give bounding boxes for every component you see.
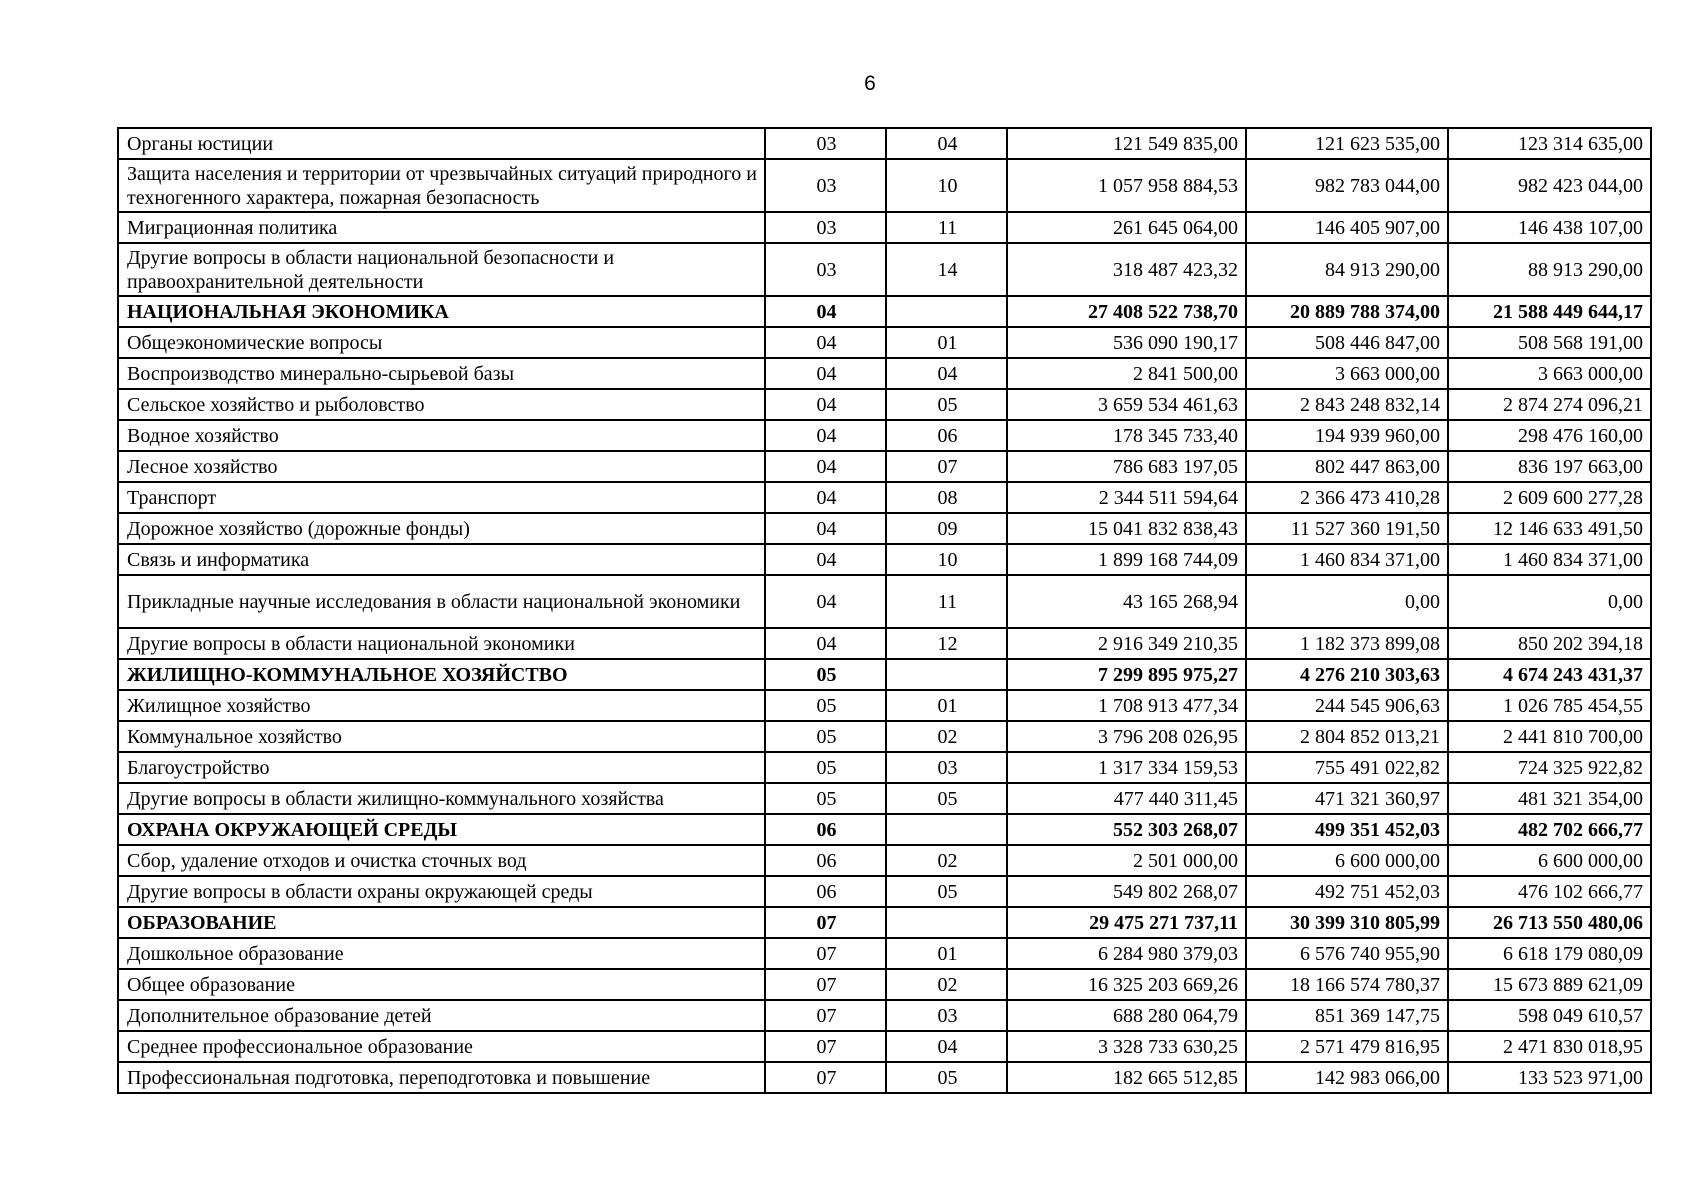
- amount-cell-3: 982 423 044,00: [1448, 159, 1651, 212]
- table-row: [118, 752, 1651, 783]
- table-row: [118, 544, 1651, 575]
- row-name-cell: Благоустройство: [118, 752, 765, 783]
- section-code-cell: 07: [765, 1031, 886, 1062]
- amount-cell-1: 43 165 268,94: [1007, 575, 1246, 628]
- amount-cell-2: 30 399 310 805,99: [1246, 907, 1448, 938]
- amount-cell-2: 11 527 360 191,50: [1246, 513, 1448, 544]
- table-row: [118, 128, 1651, 159]
- amount-cell-3: 508 568 191,00: [1448, 327, 1651, 358]
- amount-cell-3: 482 702 666,77: [1448, 814, 1651, 845]
- section-code-cell: 05: [765, 690, 886, 721]
- table-section-row: [118, 659, 1651, 690]
- subsection-code-cell: 01: [886, 327, 1007, 358]
- amount-cell-3: 3 663 000,00: [1448, 358, 1651, 389]
- row-name-cell: Другие вопросы в области жилищно-коммунального хозяйства: [118, 783, 765, 814]
- amount-cell-2: 18 166 574 780,37: [1246, 969, 1448, 1000]
- row-name-cell: Коммунальное хозяйство: [118, 721, 765, 752]
- amount-cell-1: 29 475 271 737,11: [1007, 907, 1246, 938]
- amount-cell-2: 1 460 834 371,00: [1246, 544, 1448, 575]
- amount-cell-2: 142 983 066,00: [1246, 1062, 1448, 1093]
- subsection-code-cell: 02: [886, 721, 1007, 752]
- amount-cell-2: 0,00: [1246, 575, 1448, 628]
- section-code-cell: 04: [765, 628, 886, 659]
- subsection-code-cell: [886, 907, 1007, 938]
- section-code-cell: 03: [765, 243, 886, 296]
- row-name-cell: Связь и информатика: [118, 544, 765, 575]
- amount-cell-3: 850 202 394,18: [1448, 628, 1651, 659]
- subsection-code-cell: 10: [886, 544, 1007, 575]
- amount-cell-1: 549 802 268,07: [1007, 876, 1246, 907]
- amount-cell-1: 786 683 197,05: [1007, 451, 1246, 482]
- amount-cell-2: 2 843 248 832,14: [1246, 389, 1448, 420]
- amount-cell-3: 2 609 600 277,28: [1448, 482, 1651, 513]
- table-row: [118, 243, 1651, 296]
- table-row: [118, 1031, 1651, 1062]
- amount-cell-3: 6 600 000,00: [1448, 845, 1651, 876]
- section-code-cell: 04: [765, 389, 886, 420]
- row-name-cell: Органы юстиции: [118, 128, 765, 159]
- table-row: [118, 876, 1651, 907]
- amount-cell-3: 21 588 449 644,17: [1448, 296, 1651, 327]
- amount-cell-1: 688 280 064,79: [1007, 1000, 1246, 1031]
- amount-cell-2: 851 369 147,75: [1246, 1000, 1448, 1031]
- subsection-code-cell: 09: [886, 513, 1007, 544]
- subsection-code-cell: 02: [886, 969, 1007, 1000]
- table-row: [118, 212, 1651, 243]
- amount-cell-3: 724 325 922,82: [1448, 752, 1651, 783]
- amount-cell-3: 4 674 243 431,37: [1448, 659, 1651, 690]
- amount-cell-1: 121 549 835,00: [1007, 128, 1246, 159]
- amount-cell-1: 27 408 522 738,70: [1007, 296, 1246, 327]
- table-row: [118, 1062, 1651, 1093]
- subsection-code-cell: 06: [886, 420, 1007, 451]
- section-code-cell: 04: [765, 575, 886, 628]
- amount-cell-3: 476 102 666,77: [1448, 876, 1651, 907]
- row-name-cell: Другие вопросы в области национальной экономики: [118, 628, 765, 659]
- subsection-code-cell: [886, 659, 1007, 690]
- section-code-cell: 04: [765, 296, 886, 327]
- row-name-cell: Защита населения и территории от чрезвычайных ситуаций природного и техногенного характера, пожарная безопасность: [118, 159, 765, 212]
- budget-table-body: [118, 128, 1651, 1093]
- amount-cell-1: 15 041 832 838,43: [1007, 513, 1246, 544]
- amount-cell-3: 2 471 830 018,95: [1448, 1031, 1651, 1062]
- table-row: [118, 969, 1651, 1000]
- amount-cell-2: 4 276 210 303,63: [1246, 659, 1448, 690]
- section-code-cell: 04: [765, 544, 886, 575]
- row-name-cell: Сбор, удаление отходов и очистка сточных вод: [118, 845, 765, 876]
- amount-cell-2: 244 545 906,63: [1246, 690, 1448, 721]
- section-code-cell: 05: [765, 783, 886, 814]
- amount-cell-1: 2 841 500,00: [1007, 358, 1246, 389]
- section-code-cell: 05: [765, 721, 886, 752]
- table-section-row: [118, 814, 1651, 845]
- amount-cell-3: 15 673 889 621,09: [1448, 969, 1651, 1000]
- amount-cell-2: 84 913 290,00: [1246, 243, 1448, 296]
- amount-cell-3: 133 523 971,00: [1448, 1062, 1651, 1093]
- amount-cell-2: 492 751 452,03: [1246, 876, 1448, 907]
- amount-cell-3: 88 913 290,00: [1448, 243, 1651, 296]
- section-code-cell: 03: [765, 128, 886, 159]
- amount-cell-1: 477 440 311,45: [1007, 783, 1246, 814]
- amount-cell-2: 3 663 000,00: [1246, 358, 1448, 389]
- subsection-code-cell: 01: [886, 690, 1007, 721]
- amount-cell-2: 20 889 788 374,00: [1246, 296, 1448, 327]
- amount-cell-1: 1 317 334 159,53: [1007, 752, 1246, 783]
- subsection-code-cell: 05: [886, 1062, 1007, 1093]
- section-code-cell: 04: [765, 482, 886, 513]
- row-name-cell: Жилищное хозяйство: [118, 690, 765, 721]
- section-code-cell: 04: [765, 358, 886, 389]
- section-code-cell: 04: [765, 513, 886, 544]
- table-row: [118, 358, 1651, 389]
- subsection-code-cell: 07: [886, 451, 1007, 482]
- amount-cell-3: 2 441 810 700,00: [1448, 721, 1651, 752]
- subsection-code-cell: 03: [886, 1000, 1007, 1031]
- table-row: [118, 327, 1651, 358]
- table-row: [118, 575, 1651, 628]
- section-code-cell: 03: [765, 212, 886, 243]
- amount-cell-1: 178 345 733,40: [1007, 420, 1246, 451]
- table-row: [118, 451, 1651, 482]
- subsection-code-cell: 10: [886, 159, 1007, 212]
- amount-cell-3: 836 197 663,00: [1448, 451, 1651, 482]
- amount-cell-1: 3 659 534 461,63: [1007, 389, 1246, 420]
- row-name-cell: Общеэкономические вопросы: [118, 327, 765, 358]
- row-name-cell: ОХРАНА ОКРУЖАЮЩЕЙ СРЕДЫ: [118, 814, 765, 845]
- amount-cell-3: 298 476 160,00: [1448, 420, 1651, 451]
- section-code-cell: 06: [765, 845, 886, 876]
- row-name-cell: Профессиональная подготовка, переподготовка и повышение: [118, 1062, 765, 1093]
- subsection-code-cell: 05: [886, 389, 1007, 420]
- amount-cell-3: 1 460 834 371,00: [1448, 544, 1651, 575]
- amount-cell-2: 2 571 479 816,95: [1246, 1031, 1448, 1062]
- budget-table: [117, 127, 1652, 1094]
- amount-cell-2: 2 366 473 410,28: [1246, 482, 1448, 513]
- table-row: [118, 628, 1651, 659]
- subsection-code-cell: 11: [886, 212, 1007, 243]
- subsection-code-cell: 08: [886, 482, 1007, 513]
- subsection-code-cell: 01: [886, 938, 1007, 969]
- table-row: [118, 1000, 1651, 1031]
- amount-cell-1: 1 057 958 884,53: [1007, 159, 1246, 212]
- amount-cell-3: 0,00: [1448, 575, 1651, 628]
- amount-cell-1: 536 090 190,17: [1007, 327, 1246, 358]
- amount-cell-3: 12 146 633 491,50: [1448, 513, 1651, 544]
- subsection-code-cell: 02: [886, 845, 1007, 876]
- row-name-cell: Среднее профессиональное образование: [118, 1031, 765, 1062]
- section-code-cell: 07: [765, 969, 886, 1000]
- subsection-code-cell: 04: [886, 128, 1007, 159]
- row-name-cell: НАЦИОНАЛЬНАЯ ЭКОНОМИКА: [118, 296, 765, 327]
- table-row: [118, 690, 1651, 721]
- row-name-cell: Сельское хозяйство и рыболовство: [118, 389, 765, 420]
- table-row: [118, 513, 1651, 544]
- table-row: [118, 420, 1651, 451]
- table-section-row: [118, 296, 1651, 327]
- row-name-cell: Транспорт: [118, 482, 765, 513]
- subsection-code-cell: 11: [886, 575, 1007, 628]
- amount-cell-2: 2 804 852 013,21: [1246, 721, 1448, 752]
- row-name-cell: Воспроизводство минерально-сырьевой базы: [118, 358, 765, 389]
- table-row: [118, 389, 1651, 420]
- table-row: [118, 721, 1651, 752]
- amount-cell-2: 1 182 373 899,08: [1246, 628, 1448, 659]
- section-code-cell: 07: [765, 1000, 886, 1031]
- subsection-code-cell: 05: [886, 876, 1007, 907]
- amount-cell-2: 194 939 960,00: [1246, 420, 1448, 451]
- amount-cell-1: 2 916 349 210,35: [1007, 628, 1246, 659]
- row-name-cell: Общее образование: [118, 969, 765, 1000]
- amount-cell-2: 471 321 360,97: [1246, 783, 1448, 814]
- amount-cell-1: 16 325 203 669,26: [1007, 969, 1246, 1000]
- subsection-code-cell: 03: [886, 752, 1007, 783]
- row-name-cell: Другие вопросы в области охраны окружающей среды: [118, 876, 765, 907]
- amount-cell-1: 6 284 980 379,03: [1007, 938, 1246, 969]
- subsection-code-cell: 05: [886, 783, 1007, 814]
- section-code-cell: 07: [765, 938, 886, 969]
- section-code-cell: 04: [765, 420, 886, 451]
- table-row: [118, 783, 1651, 814]
- row-name-cell: Водное хозяйство: [118, 420, 765, 451]
- section-code-cell: 07: [765, 1062, 886, 1093]
- amount-cell-2: 508 446 847,00: [1246, 327, 1448, 358]
- amount-cell-2: 146 405 907,00: [1246, 212, 1448, 243]
- row-name-cell: Прикладные научные исследования в области национальной экономики: [118, 575, 765, 628]
- amount-cell-2: 802 447 863,00: [1246, 451, 1448, 482]
- table-row: [118, 938, 1651, 969]
- section-code-cell: 07: [765, 907, 886, 938]
- amount-cell-3: 6 618 179 080,09: [1448, 938, 1651, 969]
- section-code-cell: 04: [765, 327, 886, 358]
- amount-cell-2: 755 491 022,82: [1246, 752, 1448, 783]
- amount-cell-3: 146 438 107,00: [1448, 212, 1651, 243]
- section-code-cell: 05: [765, 659, 886, 690]
- section-code-cell: 04: [765, 451, 886, 482]
- row-name-cell: Дошкольное образование: [118, 938, 765, 969]
- row-name-cell: Дорожное хозяйство (дорожные фонды): [118, 513, 765, 544]
- amount-cell-1: 2 501 000,00: [1007, 845, 1246, 876]
- row-name-cell: Лесное хозяйство: [118, 451, 765, 482]
- amount-cell-3: 123 314 635,00: [1448, 128, 1651, 159]
- amount-cell-2: 6 600 000,00: [1246, 845, 1448, 876]
- row-name-cell: Дополнительное образование детей: [118, 1000, 765, 1031]
- amount-cell-1: 7 299 895 975,27: [1007, 659, 1246, 690]
- table-row: [118, 482, 1651, 513]
- section-code-cell: 03: [765, 159, 886, 212]
- table-row: [118, 159, 1651, 212]
- amount-cell-2: 499 351 452,03: [1246, 814, 1448, 845]
- amount-cell-1: 1 899 168 744,09: [1007, 544, 1246, 575]
- table-row: [118, 845, 1651, 876]
- section-code-cell: 06: [765, 814, 886, 845]
- amount-cell-2: 6 576 740 955,90: [1246, 938, 1448, 969]
- subsection-code-cell: 04: [886, 358, 1007, 389]
- amount-cell-3: 481 321 354,00: [1448, 783, 1651, 814]
- amount-cell-1: 318 487 423,32: [1007, 243, 1246, 296]
- subsection-code-cell: 14: [886, 243, 1007, 296]
- subsection-code-cell: [886, 814, 1007, 845]
- table-section-row: [118, 907, 1651, 938]
- amount-cell-3: 2 874 274 096,21: [1448, 389, 1651, 420]
- amount-cell-1: 3 796 208 026,95: [1007, 721, 1246, 752]
- amount-cell-1: 2 344 511 594,64: [1007, 482, 1246, 513]
- amount-cell-3: 598 049 610,57: [1448, 1000, 1651, 1031]
- amount-cell-1: 1 708 913 477,34: [1007, 690, 1246, 721]
- row-name-cell: ОБРАЗОВАНИЕ: [118, 907, 765, 938]
- section-code-cell: 05: [765, 752, 886, 783]
- subsection-code-cell: [886, 296, 1007, 327]
- subsection-code-cell: 12: [886, 628, 1007, 659]
- amount-cell-1: 552 303 268,07: [1007, 814, 1246, 845]
- amount-cell-1: 3 328 733 630,25: [1007, 1031, 1246, 1062]
- page-number: 6: [864, 72, 876, 95]
- amount-cell-1: 261 645 064,00: [1007, 212, 1246, 243]
- amount-cell-2: 982 783 044,00: [1246, 159, 1448, 212]
- amount-cell-3: 1 026 785 454,55: [1448, 690, 1651, 721]
- row-name-cell: Миграционная политика: [118, 212, 765, 243]
- amount-cell-1: 182 665 512,85: [1007, 1062, 1246, 1093]
- section-code-cell: 06: [765, 876, 886, 907]
- row-name-cell: ЖИЛИЩНО-КОММУНАЛЬНОЕ ХОЗЯЙСТВО: [118, 659, 765, 690]
- amount-cell-3: 26 713 550 480,06: [1448, 907, 1651, 938]
- amount-cell-2: 121 623 535,00: [1246, 128, 1448, 159]
- row-name-cell: Другие вопросы в области национальной безопасности и правоохранительной деятельности: [118, 243, 765, 296]
- subsection-code-cell: 04: [886, 1031, 1007, 1062]
